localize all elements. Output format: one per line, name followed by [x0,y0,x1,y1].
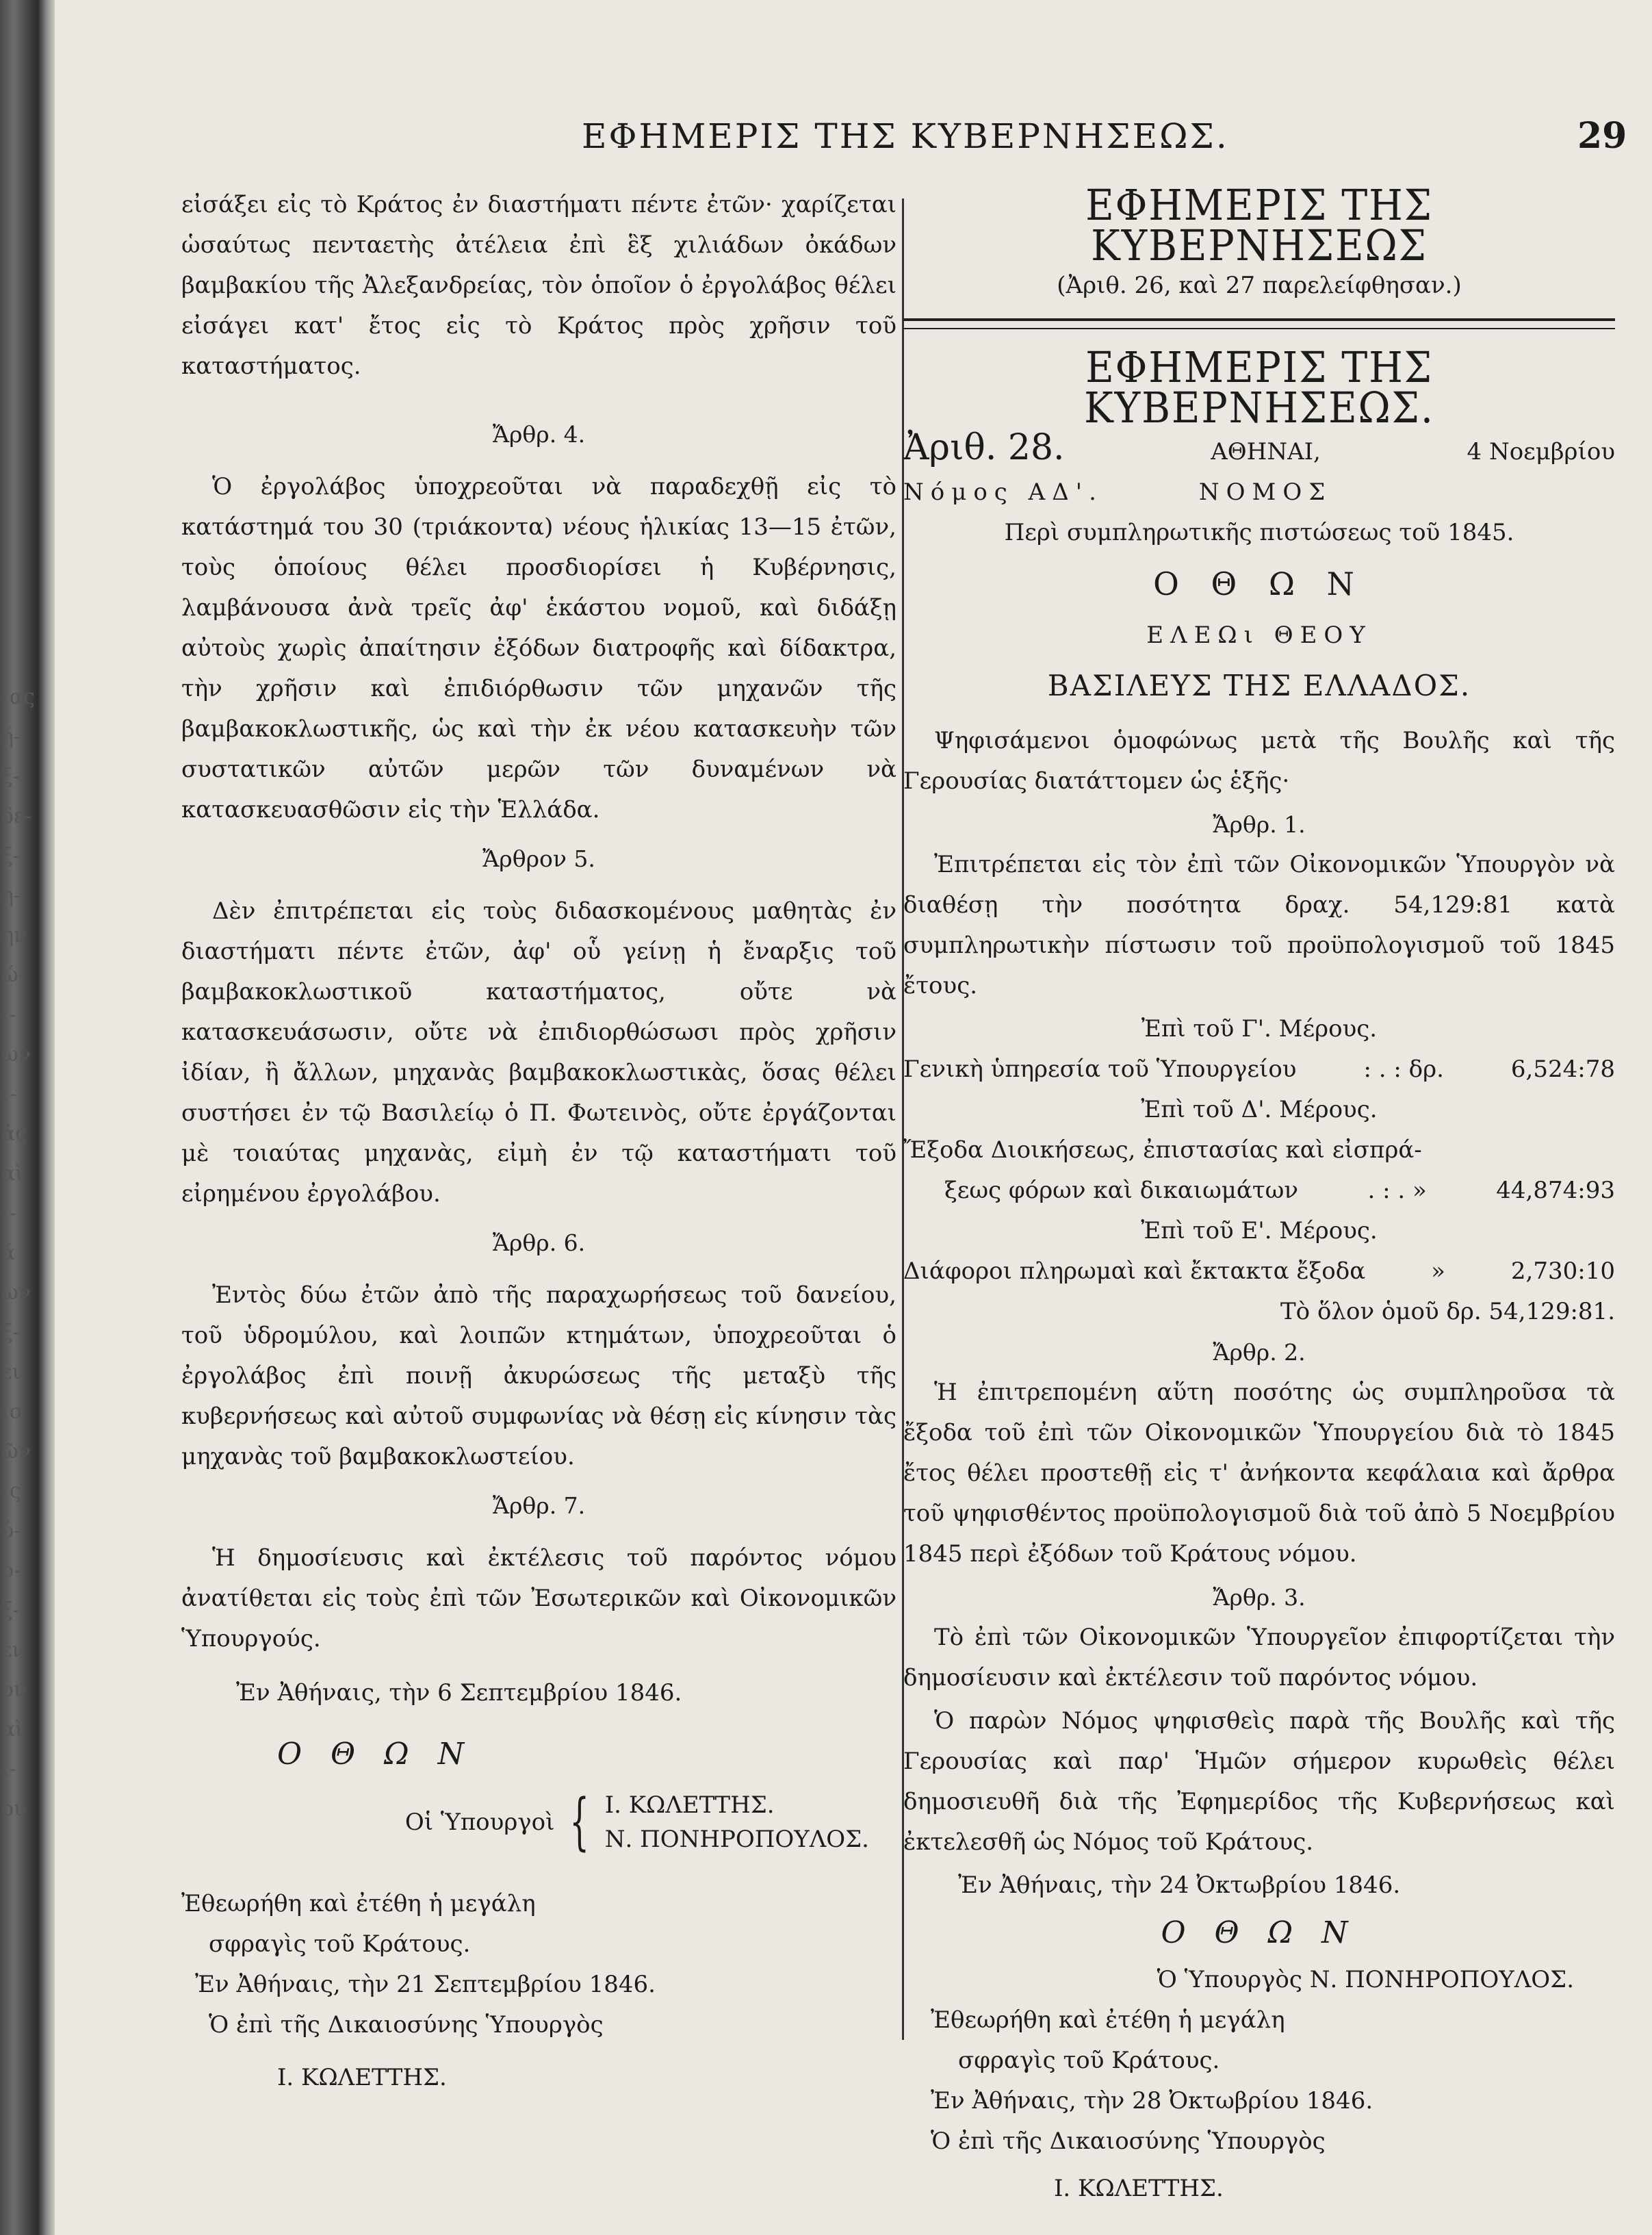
budget-line-e-amount: 2,730:10 [1510,1257,1615,1285]
bleed-fragment: ίσ [1,1400,24,1424]
justice-minister-label: Ὁ ἐπὶ τῆς Δικαιοσύνης Ὑπουργὸς [209,2011,604,2039]
bleed-fragment: εν [1,1638,25,1662]
budget-total: Τὸ ὅλον ὁμοῦ δρ. 54,129:81. [1280,1298,1615,1325]
preamble: Ψηφισάμενοι ὁμοφώνως μετὰ τῆς Βουλῆς καὶ τῆς Γερουσίας διατάττομεν ὡς ἑξῆς· [903,727,1615,795]
bleed-fragment: ο- [1,1559,21,1583]
date-line-4: Ἐν Ἀθήναις, τὴν 28 Ὀκτωβρίου 1846. [931,2087,1373,2115]
page-header-title: ΕΦΗΜΕΡΙΣ ΤΗΣ ΚΥΒΕΡΝΗΣΕΩΣ. [582,116,1229,156]
enactment-text: Ὁ παρὼν Νόμος ψηφισθεὶς παρὰ τῆς Βουλῆς καὶ τῆς Γερουσίας καὶ παρ' Ἡμῶν σήμερον κυρωθεὶς θέλει δημοσιευθῆ διὰ τῆς Ἐφημερίδος τῆς Κυβερνήσεως καὶ ἐκτελεσθῆ ὡς Νόμος τοῦ Κράτους. [903,1707,1615,1856]
law-line [903,472,1615,513]
bleed-fragment: ι- [1,1757,16,1781]
budget-line-g-sep: : . : δρ. [1363,1056,1444,1083]
left-column [181,185,896,2098]
left-margin-bleed [1,678,42,1829]
masthead-2: ΕΦΗΜΕΡΙΣ ΤΗΣ ΚΥΒΕΡΝΗΣΕΩΣ. [1084,342,1434,433]
king-name-heading: Ο Θ Ω Ν [1153,565,1365,602]
king-signature-2: Ο Θ Ω Ν [1161,1915,1358,1950]
bleed-fragment: ων [1,1281,31,1305]
date-line-1: Ἐν Ἀθήναις, τὴν 6 Σεπτεμβρίου 1846. [236,1679,682,1707]
budget-line-d-label-2: ξεως φόρων καὶ δικαιωμάτων [944,1177,1299,1204]
justice-minister-label-2: Ὁ ἐπὶ τῆς Δικαιοσύνης Ὑπουργὸς [931,2128,1326,2155]
article-6-text: Ἐντὸς δύω ἐτῶν ἀπὸ τῆς παραχωρήσεως τοῦ δανείου, τοῦ ὑδρομύλου, καὶ λοιπῶν κτημάτων, ὑποχρεοῦται ὁ ἐργολάβος ἐπὶ ποινῇ ἀκυρώσεως τῆς μεταξὺ τῆς κυβερνήσεως καὶ αὐτοῦ συμφωνίας νὰ θέσῃ εἰς κίνησιν τὰς μηχανὰς τοῦ βαμβακοκλωστείου. [181,1281,896,1470]
seal-line-3: Ἐθεωρήθη καὶ ἐτέθη ἡ μεγάλη [931,2006,1285,2034]
law-subject: Περὶ συμπληρωτικῆς πιστώσεως τοῦ 1845. [1004,519,1514,546]
issue-place: ΑΘΗΝΑΙ, [1211,438,1321,465]
bleed-fragment: ἀς [1,1122,27,1146]
article-1-text: Ἐπιτρέπεται εἰς τὸν ἐπὶ τῶν Οἰκονομικῶν Ὑπουργὸν νὰ διαθέσῃ τὴν ποσότητα δραχ. 54,129:81 κατὰ συμπληρωτικὴν πίστωσιν τοῦ προϋπολογισμοῦ τοῦ 1845 ἔτους. [903,851,1615,999]
law-number: Νόμος ΑΔ'. [903,478,1103,506]
law-label: ΝΟΜΟΣ [1198,478,1332,506]
budget-line-e [903,1251,1615,1292]
article-3-heading: Ἄρθρ. 3. [1213,1584,1306,1611]
article-7-heading: Ἄρθρ. 7. [492,1492,586,1519]
bleed-fragment: ώ- [1,963,25,987]
budget-line-d-amount: 44,874:93 [1496,1177,1615,1204]
budget-line-g-label: Γενικὴ ὑπηρεσία τοῦ Ὑπουργείου [903,1056,1297,1083]
date-line-2: Ἐν Ἀθήναις, τὴν 21 Σεπτεμβρίου 1846. [195,1971,656,1998]
date-line-3: Ἐν Ἀθήναις, τὴν 24 Ὀκτωβρίου 1846. [958,1872,1401,1899]
minister-names [605,1788,869,1856]
bleed-fragment: ην [1,923,27,947]
justice-minister-name: Ι. ΚΩΛΕΤΤΗΣ. [277,2064,447,2091]
gazette-page [1,0,1652,2235]
king-signature: Ο Θ Ω Ν [277,1737,474,1772]
bleed-fragment: ου [1,1797,27,1821]
masthead-1: ΕΦΗΜΕΡΙΣ ΤΗΣ ΚΥΒΕΡΝΗΣΕΩΣ [1085,180,1433,270]
budget-line-g-amount: 6,524:78 [1510,1056,1615,1083]
brace-icon: { [569,1786,590,1858]
justice-minister-name-2: Ι. ΚΩΛΕΤΤΗΣ. [1054,2175,1224,2202]
bleed-fragment: ξ- [1,1598,20,1622]
budget-line-d [903,1171,1615,1211]
minister-1: Ι. ΚΩΛΕΤΤΗΣ. [604,1791,775,1819]
seal-line-1: Ἐθεωρήθη καὶ ἐτέθη ἡ μεγάλη [181,1890,536,1917]
bleed-fragment: ευ [1,1360,25,1384]
bleed-fragment: ι- [1,1003,16,1027]
seal-line-2: σφραγὶς τοῦ Κράτους. [209,1930,471,1958]
part-e-heading: Ἐπὶ τοῦ Ε'. Μέρους. [1141,1217,1378,1244]
budget-line-e-sep: » [1431,1257,1445,1285]
budget-line-d-label-1: Ἔξοδα Διοικήσεως, ἐπιστασίας καὶ εἰσπρά- [903,1136,1422,1164]
issue-number: Ἀριθ. 28. [903,427,1065,468]
bleed-fragment: αὶ [1,1717,24,1741]
bleed-fragment: ις [1,1479,21,1503]
king-title: ΒΑΣΙΛΕΥΣ ΤΗΣ ΕΛΛΑΔΟΣ. [1047,669,1471,702]
finance-minister: Ὁ Ὑπουργὸς Ν. ΠΟΝΗΡΟΠΟΥΛΟΣ. [1157,1966,1574,1993]
bleed-fragment: ου [1,1678,27,1702]
right-column [903,180,1615,2209]
article-5-heading: Ἄρθρον 5. [482,845,595,872]
article-4-text: Ὁ ἐργολάβος ὑποχρεοῦται νὰ παραδεχθῇ εἰς τὸ κατάστημά του 30 (τριάκοντα) νέους ἡλικίας 13—15 ἐτῶν, τοὺς ὁποίους θέλει προσδιορίσει ἡ Κυβέρνησις, λαμβάνουσα ἀνὰ τρεῖς ἀφ' ἑκάστου νομοῦ, καὶ διδάξῃ αὐτοὺς χωρὶς ἀπαίτησιν ἐξόδων διατροφῆς καὶ δίδακτρα, τὴν χρῆσιν καὶ ἐπιδιόρθωσιν τῶν μηχανῶν τῆς βαμβακοκλωστικῆς, ὡς καὶ τὴν ἐκ νέου κατασκευὴν τῶν συστατικῶν αὐτῶν μερῶν τῶν δυναμένων νὰ κατασκευασθῶσιν εἰς τὴν Ἑλλάδα. [181,473,896,823]
double-rule [903,318,1615,329]
omitted-issues-note: (Ἀριθ. 26, καὶ 27 παρελείφθησαν.) [1057,272,1462,299]
bleed-fragment: δε- [1,804,31,828]
bleed-fragment: ί- [1,1201,16,1225]
bleed-fragment: αὶ [1,1162,24,1186]
bleed-fragment: ων [1,1043,31,1067]
article-4-heading: Ἄρθρ. 4. [492,421,586,448]
issue-date: 4 Νοεμβρίου [1467,438,1615,465]
bleed-fragment: ξ- [1,1320,20,1344]
page-number: 29 [1577,115,1627,157]
intro-paragraph: εἰσάξει εἰς τὸ Κράτος ἐν διαστήματι πέντε ἐτῶν· χαρίζεται ὡσαύτως πενταετὴς ἀτέλεια ἐπὶ ἓξ χιλιάδων ὀκάδων βαμβακίου τῆς Ἀλεξανδρείας, τὸν ὁποῖον ὁ ἐργολάβος θέλει εἰσάγει κατ' ἔτος εἰς τὸ Κράτος πρὸς χρῆσιν τοῦ καταστήματος. [181,191,896,380]
seal-line-4: σφραγὶς τοῦ Κράτους. [958,2047,1220,2074]
grace-of-god: ΕΛΕΩι ΘΕΟΥ [1146,622,1372,649]
article-5-text: Δὲν ἐπιτρέπεται εἰς τοὺς διδασκομένους μαθητὰς ἐν διαστήματι πέντε ἐτῶν, ἀφ' οὗ γείνῃ ἡ ἔναρξις τοῦ βαμβακοκλωστικοῦ καταστήματος, οὔτε νὰ κατασκευάσωσιν, οὔτε νὰ ἐπιδιορθώσωσι πρὸς χρῆσιν ἰδίαν, ἢ ἄλλων, μηχανὰς βαμβακοκλωστικὰς, ὅσας θέλει συστήσει ἐν τῷ Βασιλείῳ ὁ Π. Φωτεινὸς, οὔτε ἐργάζονται μὲ τοιαύτας μηχανὰς, εἰμὴ ἐν τῷ καταστήματι τοῦ εἰρημένου ἐργολάβου. [181,897,896,1208]
article-6-heading: Ἄρθρ. 6. [492,1229,586,1256]
bleed-fragment: ξ- [1,844,20,868]
ministers-label: Οἱ Ὑπουργοὶ [404,1808,555,1836]
article-1-heading: Ἄρθρ. 1. [1213,811,1306,838]
bleed-fragment: ά [1,1241,16,1265]
bleed-fragment: ύ- [1,1519,21,1543]
budget-line-g [903,1049,1615,1090]
bleed-fragment: ξ- [1,765,20,789]
budget-line-d-sep: . : . » [1367,1177,1427,1204]
bleed-fragment: ή- [1,725,21,749]
part-d-heading: Ἐπὶ τοῦ Δ'. Μέρους. [1141,1096,1378,1123]
article-2-heading: Ἄρθρ. 2. [1213,1339,1306,1366]
part-g-heading: Ἐπὶ τοῦ Γ'. Μέρους. [1141,1015,1378,1043]
minister-2: Ν. ΠΟΝΗΡΟΠΟΥΛΟΣ. [604,1826,869,1853]
bleed-fragment: ίας [1,685,35,709]
bleed-fragment: η- [1,884,21,908]
issue-line [903,428,1615,472]
article-3-text: Τὸ ἐπὶ τῶν Οἰκονομικῶν Ὑπουργεῖον ἐπιφορτίζεται τὴν δημοσίευσιν καὶ ἐκτέλεσιν τοῦ παρόντος νόμου. [903,1624,1615,1691]
bleed-fragment: ί- [1,1082,16,1106]
budget-line-e-label: Διάφοροι πληρωμαὶ καὶ ἔκτακτα ἔξοδα [903,1257,1366,1285]
ministers-block [181,1788,869,1856]
article-2-text: Ἡ ἐπιτρεπομένη αὕτη ποσότης ὡς συμπληροῦσα τὰ ἔξοδα τοῦ ἐπὶ τῶν Οἰκονομικῶν Ὑπουργείου διὰ τὸ 1845 ἔτος θέλει προστεθῇ εἰς τ' ἀνήκοντα κεφάλαια καὶ ἄρθρα τοῦ ψηφισθέντος προϋπολογισμοῦ διὰ τοῦ ἀπὸ 5 Νοεμβρίου 1845 περὶ ἐξόδων τοῦ Κράτους νόμου. [903,1379,1615,1568]
bleed-fragment: ῶν [1,1440,31,1464]
article-7-text: Ἡ δημοσίευσις καὶ ἐκτέλεσις τοῦ παρόντος νόμου ἀνατίθεται εἰς τοὺς ἐπὶ τῶν Ἐσωτερικῶν καὶ Οἰκονομικῶν Ὑπουργούς. [181,1544,896,1652]
